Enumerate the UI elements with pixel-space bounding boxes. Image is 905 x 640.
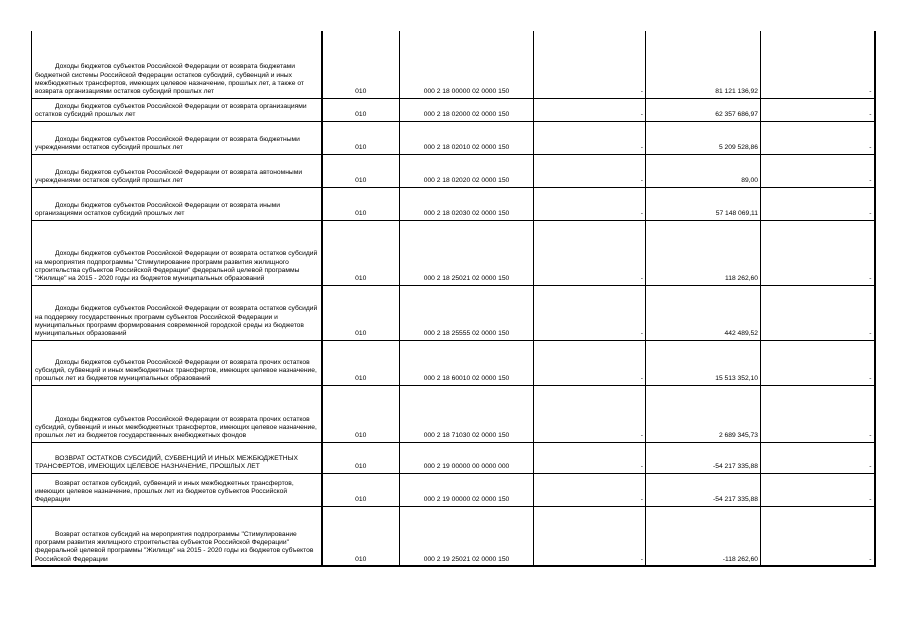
indicator-name-cell xyxy=(32,98,322,121)
indicator-name-cell xyxy=(32,31,322,98)
approved-amount-cell: - xyxy=(534,31,646,98)
executed-amount-cell: 15 513 352,10 xyxy=(646,340,761,385)
budget-revenue-table xyxy=(31,31,876,567)
approved-amount-cell: - xyxy=(534,98,646,121)
executed-amount-cell: -54 217 335,88 xyxy=(646,442,761,473)
indicator-name-text: Доходы бюджетов субъектов Российской Федерации от возврата иными организациями остатков субсидий прошлых лет xyxy=(35,201,280,218)
indicator-name-cell xyxy=(32,187,322,220)
executed-amount-cell: -118 262,60 xyxy=(646,506,761,566)
executed-amount-cell: 62 357 686,97 xyxy=(646,98,761,121)
indicator-name-text: Доходы бюджетов субъектов Российской Федерации от возврата прочих остатков субсидий, субвенций и иных межбюджетных трансфертов, имеющих целевое назначение, прошлых лет из бюджетов государственных внебюджетных фондов xyxy=(35,415,317,440)
indicator-name-cell xyxy=(32,506,322,566)
unexecuted-amount-cell: - xyxy=(761,442,875,473)
indicator-name-cell xyxy=(32,442,322,473)
unexecuted-amount-cell: - xyxy=(761,121,875,154)
line-code-cell: 010 xyxy=(322,220,400,285)
budget-classification-code-cell: 000 2 18 71030 02 0000 150 xyxy=(400,385,534,442)
unexecuted-amount-cell: - xyxy=(761,220,875,285)
unexecuted-amount-cell: - xyxy=(761,154,875,187)
indicator-name-text: Доходы бюджетов субъектов Российской Федерации от возврата бюджетными учреждениями остатков субсидий прошлых лет xyxy=(35,135,300,152)
indicator-name-cell xyxy=(32,154,322,187)
indicator-name-text: Возврат остатков субсидий, субвенций и иных межбюджетных трансфертов, имеющих целевое назначение, прошлых лет из бюджетов субъектов Российской Федерации xyxy=(35,479,294,504)
executed-amount-cell: 2 689 345,73 xyxy=(646,385,761,442)
line-code-cell: 010 xyxy=(322,31,400,98)
budget-classification-code-cell: 000 2 18 25555 02 0000 150 xyxy=(400,285,534,340)
unexecuted-amount-cell: - xyxy=(761,340,875,385)
indicator-name-cell xyxy=(32,285,322,340)
approved-amount-cell: - xyxy=(534,285,646,340)
table-row xyxy=(32,121,875,154)
approved-amount-cell: - xyxy=(534,220,646,285)
budget-classification-code-cell: 000 2 18 02030 02 0000 150 xyxy=(400,187,534,220)
executed-amount-cell: -54 217 335,88 xyxy=(646,473,761,506)
budget-classification-code-cell: 000 2 18 60010 02 0000 150 xyxy=(400,340,534,385)
unexecuted-amount-cell: - xyxy=(761,98,875,121)
unexecuted-amount-cell: - xyxy=(761,187,875,220)
line-code-cell: 010 xyxy=(322,121,400,154)
indicator-name-cell xyxy=(32,220,322,285)
indicator-name-cell xyxy=(32,473,322,506)
approved-amount-cell: - xyxy=(534,154,646,187)
line-code-cell: 010 xyxy=(322,385,400,442)
line-code-cell: 010 xyxy=(322,340,400,385)
budget-classification-code-cell: 000 2 18 02020 02 0000 150 xyxy=(400,154,534,187)
table-row xyxy=(32,340,875,385)
approved-amount-cell: - xyxy=(534,442,646,473)
executed-amount-cell: 89,00 xyxy=(646,154,761,187)
executed-amount-cell: 5 209 528,86 xyxy=(646,121,761,154)
table-row xyxy=(32,385,875,442)
budget-classification-code-cell: 000 2 18 02010 02 0000 150 xyxy=(400,121,534,154)
approved-amount-cell: - xyxy=(534,473,646,506)
executed-amount-cell: 57 148 069,11 xyxy=(646,187,761,220)
indicator-name-text: Доходы бюджетов субъектов Российской Федерации от возврата остатков субсидий на мероприятия подпрограммы "Стимулирование программ развития жилищного строительства субъектов Российской Федерации" федеральной целевой программы "Жилище" на 2015 - 2020 годы из бюджетов муниципальных образований xyxy=(35,250,318,283)
table-row xyxy=(32,442,875,473)
executed-amount-cell: 442 489,52 xyxy=(646,285,761,340)
table-row xyxy=(32,220,875,285)
unexecuted-amount-cell: - xyxy=(761,31,875,98)
approved-amount-cell: - xyxy=(534,121,646,154)
budget-classification-code-cell: 000 2 18 02000 02 0000 150 xyxy=(400,98,534,121)
line-code-cell: 010 xyxy=(322,154,400,187)
budget-classification-code-cell: 000 2 18 25021 02 0000 150 xyxy=(400,220,534,285)
approved-amount-cell: - xyxy=(534,385,646,442)
table-row xyxy=(32,473,875,506)
indicator-name-text: Доходы бюджетов субъектов Российской Федерации от возврата остатков субсидий на поддержку государственных программ субъектов Российской Федерации и муниципальных программ формирования современной городской среды из бюджетов муниципальных образований xyxy=(35,305,318,338)
indicator-name-text: Доходы бюджетов субъектов Российской Федерации от возврата организациями остатков субсидий прошлых лет xyxy=(35,102,307,119)
budget-classification-code-cell: 000 2 18 00000 02 0000 150 xyxy=(400,31,534,98)
indicator-name-cell xyxy=(32,340,322,385)
indicator-name-text: ВОЗВРАТ ОСТАТКОВ СУБСИДИЙ, СУБВЕНЦИЙ И ИНЫХ МЕЖБЮДЖЕТНЫХ ТРАНСФЕРТОВ, ИМЕЮЩИХ ЦЕЛЕВОЕ НАЗНАЧЕНИЕ, ПРОШЛЫХ ЛЕТ xyxy=(35,454,298,471)
indicator-name-cell xyxy=(32,121,322,154)
line-code-cell: 010 xyxy=(322,98,400,121)
unexecuted-amount-cell: - xyxy=(761,285,875,340)
line-code-cell: 010 xyxy=(322,506,400,566)
unexecuted-amount-cell: - xyxy=(761,506,875,566)
line-code-cell: 010 xyxy=(322,442,400,473)
table-row xyxy=(32,98,875,121)
executed-amount-cell: 81 121 136,92 xyxy=(646,31,761,98)
table-row xyxy=(32,154,875,187)
table-row xyxy=(32,187,875,220)
unexecuted-amount-cell: - xyxy=(761,385,875,442)
table-row xyxy=(32,31,875,98)
executed-amount-cell: 118 262,60 xyxy=(646,220,761,285)
approved-amount-cell: - xyxy=(534,506,646,566)
table-row xyxy=(32,285,875,340)
approved-amount-cell: - xyxy=(534,187,646,220)
line-code-cell: 010 xyxy=(322,473,400,506)
budget-classification-code-cell: 000 2 19 00000 00 0000 000 xyxy=(400,442,534,473)
budget-classification-code-cell: 000 2 19 00000 02 0000 150 xyxy=(400,473,534,506)
table-row xyxy=(32,506,875,566)
indicator-name-text: Доходы бюджетов субъектов Российской Федерации от возврата автономными учреждениями остатков субсидий прошлых лет xyxy=(35,168,303,185)
line-code-cell: 010 xyxy=(322,187,400,220)
indicator-name-text: Доходы бюджетов субъектов Российской Федерации от возврата прочих остатков субсидий, субвенций и иных межбюджетных трансфертов, имеющих целевое назначение, прошлых лет из бюджетов муниципальных образований xyxy=(35,358,317,383)
indicator-name-cell xyxy=(32,385,322,442)
unexecuted-amount-cell: - xyxy=(761,473,875,506)
indicator-name-text: Доходы бюджетов субъектов Российской Федерации от возврата бюджетами бюджетной системы Российской Федерации остатков субсидий, субвенций и иных межбюджетных трансфертов, имеющих целевое назначение, прошлых лет, а также от возврата организациями остатков субсидий прошлых лет xyxy=(35,63,304,96)
approved-amount-cell: - xyxy=(534,340,646,385)
indicator-name-text: Возврат остатков субсидий на мероприятия подпрограммы "Стимулирование программ развития жилищного строительства субъектов Российской Федерации" федеральной целевой программы "Жилище" на 2015 - 2020 годы из бюджетов субъектов Российской Федерации xyxy=(35,530,314,563)
budget-classification-code-cell: 000 2 19 25021 02 0000 150 xyxy=(400,506,534,566)
line-code-cell: 010 xyxy=(322,285,400,340)
